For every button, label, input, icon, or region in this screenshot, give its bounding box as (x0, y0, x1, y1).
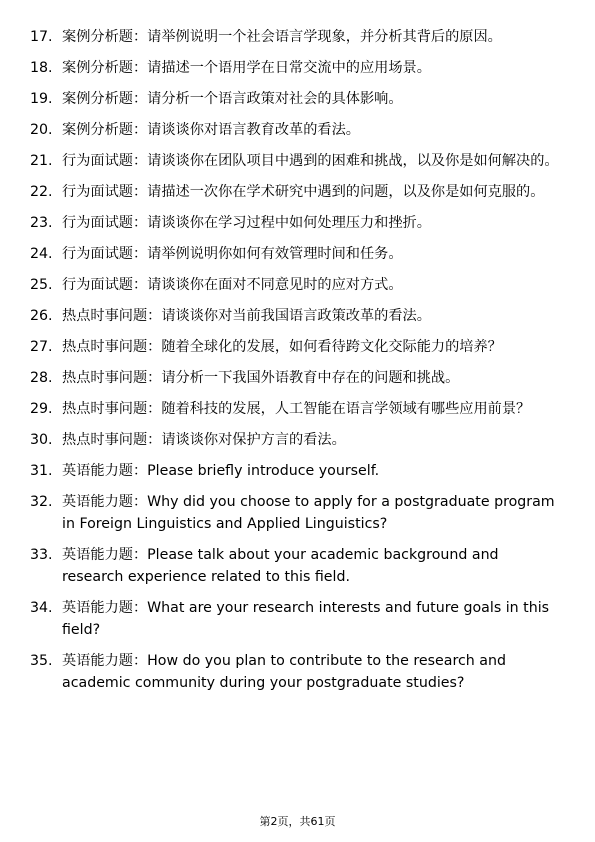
question-text: 案例分析题：请描述一个语用学在日常交流中的应用场景。 (62, 60, 431, 76)
question-item (30, 26, 560, 48)
question-item (30, 150, 560, 172)
question-text: 英语能力题：Please briefly introduce yourself. (62, 463, 380, 479)
question-number: 24. (30, 246, 53, 262)
question-item (30, 429, 560, 451)
question-number: 18. (30, 60, 53, 76)
question-item (30, 243, 560, 265)
question-number: 25. (30, 277, 53, 293)
question-number: 30. (30, 432, 53, 448)
question-item (30, 650, 560, 694)
question-text: 热点时事问题：请谈谈你对当前我国语言政策改革的看法。 (62, 308, 431, 324)
question-item (30, 597, 560, 641)
question-number: 27. (30, 339, 53, 355)
page-footer: 第2页，共61页 (259, 815, 336, 828)
question-item (30, 119, 560, 141)
question-text: 案例分析题：请谈谈你对语言教育改革的看法。 (62, 122, 360, 138)
question-text: 英语能力题：Why did you choose to apply for a postgraduate program in Foreign Linguistics and Applied Linguistics? (62, 494, 555, 532)
question-number: 35. (30, 653, 53, 669)
question-item (30, 88, 560, 110)
question-text: 热点时事问题：随着科技的发展，人工智能在语言学领域有哪些应用前景？ (62, 401, 531, 417)
question-number: 31. (30, 463, 53, 479)
question-number: 23. (30, 215, 53, 231)
question-text: 行为面试题：请谈谈你在团队项目中遇到的困难和挑战，以及你是如何解决的。 (62, 153, 559, 169)
question-number: 34. (30, 600, 53, 616)
question-text: 英语能力题：What are your research interests and future goals in this field? (62, 600, 550, 638)
question-text: 行为面试题：请举例说明你如何有效管理时间和任务。 (62, 246, 403, 262)
question-text: 案例分析题：请举例说明一个社会语言学现象，并分析其背后的原因。 (62, 29, 502, 45)
question-text: 热点时事问题：请分析一下我国外语教育中存在的问题和挑战。 (62, 370, 460, 386)
question-number: 26. (30, 308, 53, 324)
question-text: 英语能力题：Please talk about your academic background and research experience related to this field. (62, 547, 499, 585)
question-text: 热点时事问题：请谈谈你对保护方言的看法。 (62, 432, 346, 448)
question-number: 29. (30, 401, 53, 417)
question-item (30, 398, 560, 420)
question-item (30, 57, 560, 79)
question-text: 案例分析题：请分析一个语言政策对社会的具体影响。 (62, 91, 403, 107)
question-number: 28. (30, 370, 53, 386)
question-number: 21. (30, 153, 53, 169)
question-item (30, 544, 560, 588)
question-number: 22. (30, 184, 53, 200)
question-item (30, 212, 560, 234)
question-text: 行为面试题：请谈谈你在面对不同意见时的应对方式。 (62, 277, 403, 293)
question-text: 行为面试题：请谈谈你在学习过程中如何处理压力和挫折。 (62, 215, 431, 231)
question-item (30, 305, 560, 327)
question-item (30, 274, 560, 296)
question-text: 行为面试题：请描述一次你在学术研究中遇到的问题，以及你是如何克服的。 (62, 184, 545, 200)
question-number: 32. (30, 494, 53, 510)
question-list (30, 26, 560, 703)
question-text: 英语能力题：How do you plan to contribute to the research and academic community during your postgraduate studies? (62, 653, 506, 691)
question-item (30, 460, 560, 482)
question-number: 33. (30, 547, 53, 563)
question-item (30, 181, 560, 203)
question-item (30, 491, 560, 535)
question-item (30, 336, 560, 358)
question-item (30, 367, 560, 389)
question-number: 17. (30, 29, 53, 45)
question-number: 19. (30, 91, 53, 107)
question-number: 20. (30, 122, 53, 138)
question-text: 热点时事问题：随着全球化的发展，如何看待跨文化交际能力的培养？ (62, 339, 502, 355)
